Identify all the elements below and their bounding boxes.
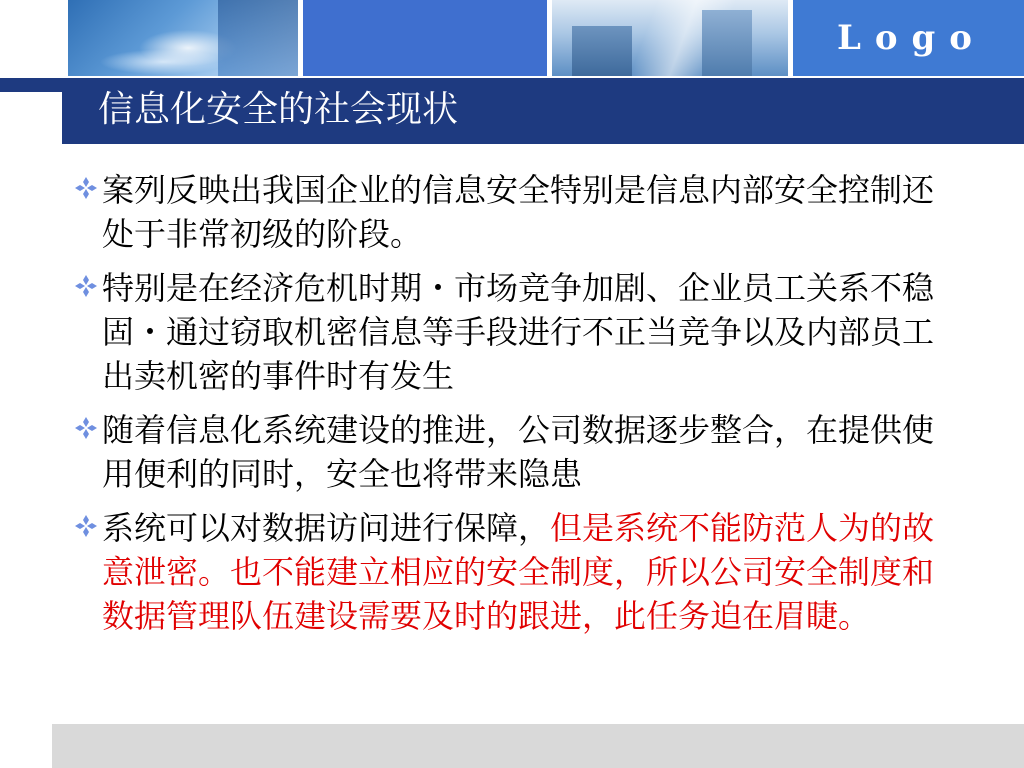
diamond-bullet-icon [74, 176, 98, 200]
bullet-text-2: 特别是在经济危机时期・市场竞争加剧、企业员工关系不稳固・通过窃取机密信息等手段进行不正当竞争以及内部员工出卖机密的事件时有发生 [102, 269, 935, 395]
title-left-accent [0, 78, 62, 92]
diamond-bullet-icon [74, 274, 98, 298]
footer-bar [52, 724, 1024, 768]
bullet-item-3 [74, 408, 950, 496]
bullet-text-3: 随着信息化系统建设的推进，公司数据逐步整合，在提供使用便利的同时，安全也将带来隐患 [102, 411, 935, 493]
diamond-bullet-icon [74, 514, 98, 538]
slide-title: 信息化安全的社会现状 [98, 89, 459, 130]
header-photo-buildings [552, 0, 788, 76]
bullet-item-4 [74, 506, 950, 638]
bullet-item-1 [74, 168, 950, 256]
bullet-list [74, 168, 950, 648]
logo-text: Logo [836, 18, 986, 58]
bullet-item-2 [74, 266, 950, 398]
header-photo-keyboard [68, 0, 298, 76]
logo-box [793, 0, 1024, 76]
title-bar [62, 78, 1024, 144]
diamond-bullet-icon [74, 416, 98, 440]
bullet-text-1: 案列反映出我国企业的信息安全特别是信息内部安全控制还处于非常初级的阶段。 [102, 171, 935, 253]
bullet-text-4-emphasis: 但是系统不能防范人为的故意泄密。也不能建立相应的安全制度，所以公司安全制度和数据管理队伍建设需要及时的跟进，此任务迫在眉睫。 [102, 509, 935, 635]
header-banner [0, 0, 1024, 76]
bullet-text-4: 系统可以对数据访问进行保障， [102, 509, 551, 547]
header-blue-block [303, 0, 547, 76]
